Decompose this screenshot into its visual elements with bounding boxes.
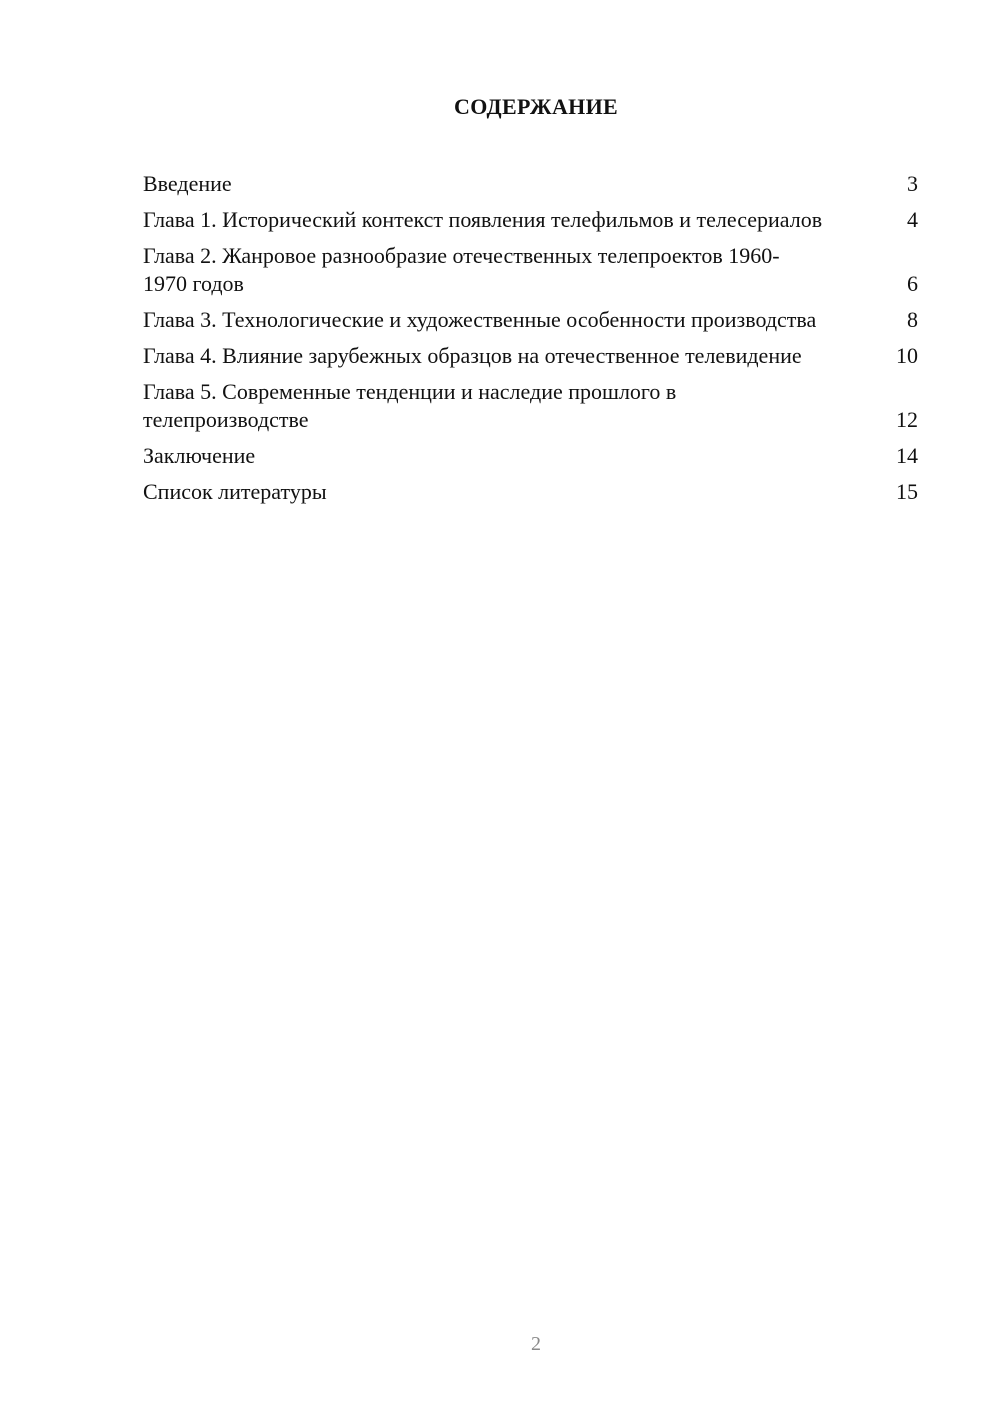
table-of-contents (143, 170, 918, 514)
toc-entry-page: 15 (896, 479, 918, 504)
toc-entry-title: Заключение (143, 443, 256, 468)
toc-entry-chapter-4 (143, 342, 918, 370)
toc-entry-page: 8 (907, 307, 918, 332)
toc-entry-chapter-1 (143, 206, 918, 234)
toc-entry-title: Глава 1. Исторический контекст появления телефильмов и телесериалов (143, 207, 823, 232)
toc-entry-title: Глава 3. Технологические и художественные особенности производства (143, 307, 817, 332)
toc-entry-page: 12 (896, 407, 918, 432)
toc-entry-page: 6 (907, 271, 918, 296)
toc-entry-page: 10 (896, 343, 918, 368)
toc-entry-title: Глава 2. Жанровое разнообразие отечественных телепроектов 1960-1970 годов (143, 243, 780, 296)
toc-entry-page: 4 (907, 207, 918, 232)
toc-entry-title: Введение (143, 171, 232, 196)
toc-entry-title: Глава 5. Современные тенденции и наследие прошлого в телепроизводстве (143, 379, 677, 432)
page-number: 2 (531, 1333, 541, 1355)
toc-entry-conclusion (143, 442, 918, 470)
page-title: СОДЕРЖАНИЕ (454, 94, 618, 119)
toc-entry-bibliography (143, 478, 918, 506)
toc-entry-chapter-5 (143, 378, 918, 434)
toc-entry-title: Список литературы (143, 479, 327, 504)
toc-entry-title: Глава 4. Влияние зарубежных образцов на отечественное телевидение (143, 343, 802, 368)
toc-entry-chapter-3 (143, 306, 918, 334)
toc-entry-page: 14 (896, 443, 918, 468)
toc-entry-page: 3 (907, 171, 918, 196)
toc-entry-chapter-2 (143, 242, 918, 298)
toc-entry-introduction (143, 170, 918, 198)
